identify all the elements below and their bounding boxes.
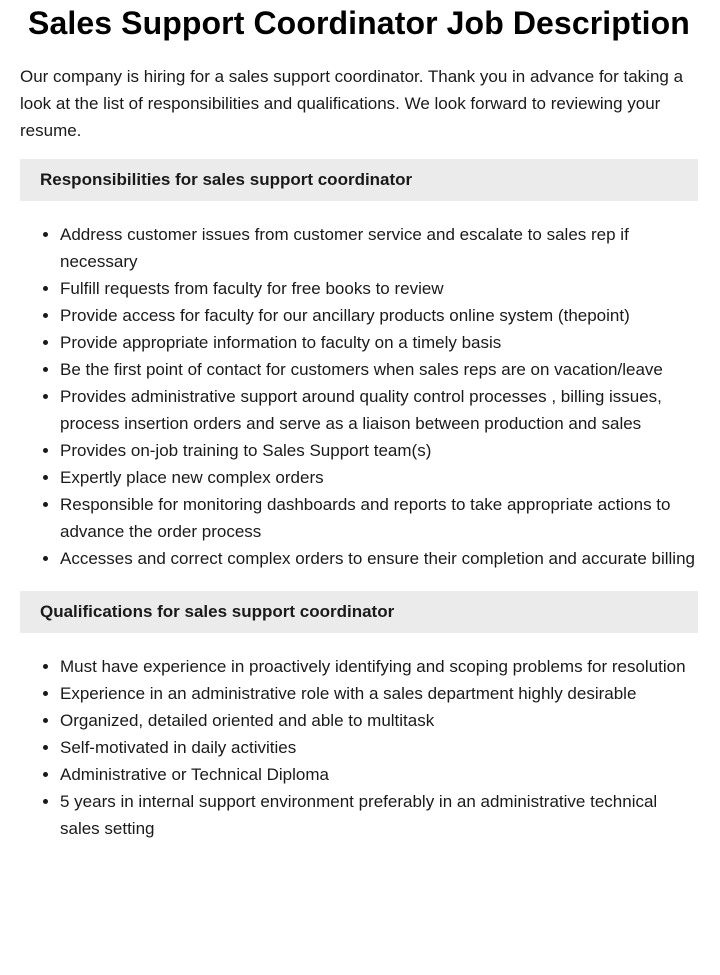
page-title: Sales Support Coordinator Job Description [28, 5, 690, 41]
list-item: • Self-motivated in daily activities [60, 734, 698, 761]
list-item: • Provides on-job training to Sales Support team(s) [60, 437, 698, 464]
list-item: • Expertly place new complex orders [60, 464, 698, 491]
list-item: • Must have experience in proactively identifying and scoping problems for resolution [60, 653, 698, 680]
list-item: • Address customer issues from customer service and escalate to sales rep if necessary [60, 221, 698, 275]
list-item: • Fulfill requests from faculty for free books to review [60, 275, 698, 302]
qualifications-section-header [20, 591, 698, 633]
responsibilities-section-header [20, 159, 698, 201]
list-item: • Provides administrative support around quality control processes , billing issues, process insertion orders and serve as a liaison between production and sales [60, 383, 698, 437]
list-item: • Responsible for monitoring dashboards and reports to take appropriate actions to advance the order process [60, 491, 698, 545]
list-item: • Be the first point of contact for customers when sales reps are on vacation/leave [60, 356, 698, 383]
list-item: • Administrative or Technical Diploma [60, 761, 698, 788]
list-item: • Organized, detailed oriented and able to multitask [60, 707, 698, 734]
list-item: • 5 years in internal support environment preferably in an administrative technical sales setting [60, 788, 698, 842]
list-item: • Accesses and correct complex orders to ensure their completion and accurate billing [60, 545, 698, 572]
list-item: • Experience in an administrative role with a sales department highly desirable [60, 680, 698, 707]
qualifications-list [20, 653, 698, 842]
list-item: • Provide access for faculty for our ancillary products online system (thepoint) [60, 302, 698, 329]
list-item: • Provide appropriate information to faculty on a timely basis [60, 329, 698, 356]
intro-paragraph: Our company is hiring for a sales support coordinator. Thank you in advance for taking a look at the list of responsibilities and qualifications. We look forward to reviewing your resume. [20, 67, 684, 140]
responsibilities-heading: Responsibilities for sales support coordinator [40, 170, 413, 189]
responsibilities-list [20, 221, 698, 572]
qualifications-heading: Qualifications for sales support coordinator [40, 602, 395, 621]
